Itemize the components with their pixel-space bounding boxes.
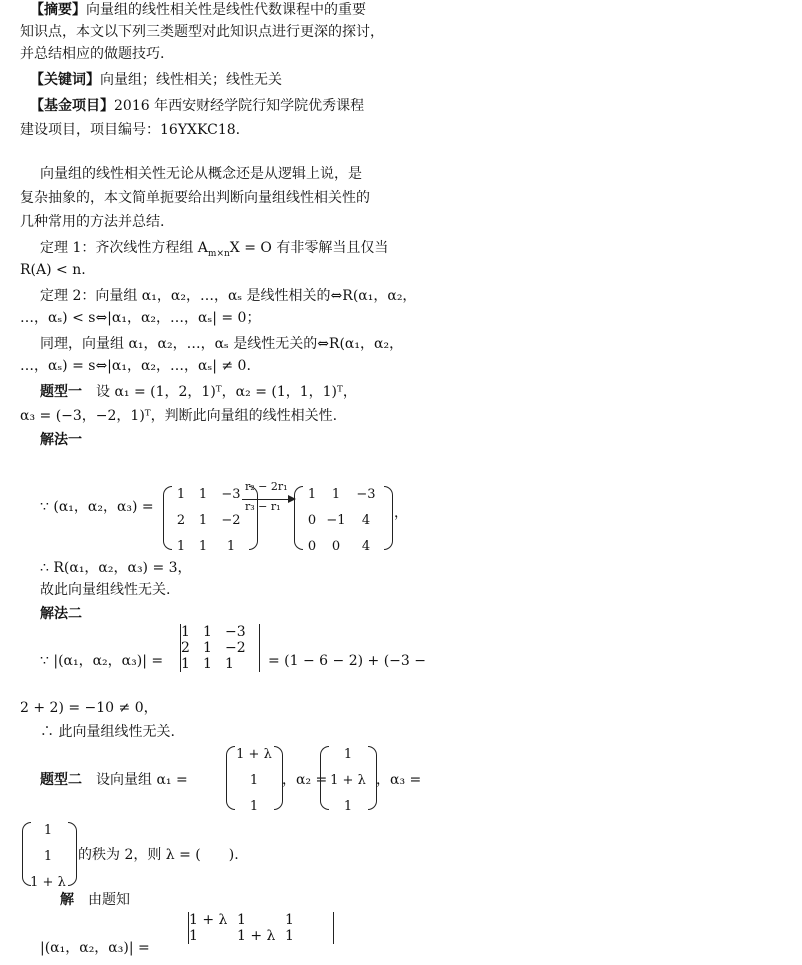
theorem-2-line-2: …，αₛ) < s⇔|α₁，α₂，…，αₛ| = 0； <box>20 310 261 326</box>
d2-cell: 1 <box>237 912 246 928</box>
similarly-line-1: 同理，向量组 α₁，α₂，…，αₛ 是线性无关的⇔R(α₁，α₂， <box>40 336 404 352</box>
m2-cell: 4 <box>361 539 371 554</box>
rank-question: 的秩为 2，则 λ = ( ). <box>78 847 239 863</box>
because-label: ∵ (α₁，α₂，α₃) = <box>40 499 154 515</box>
arrow-1-bottom-label: r₃ − r₁ <box>245 500 281 513</box>
m1-cell: 2 <box>176 513 186 528</box>
m2-cell: 1 <box>307 487 317 502</box>
alpha-3-label: ，α₃ = <box>376 772 422 788</box>
method-1-heading: 解法一 <box>40 432 82 448</box>
theorem-1-line-1: 定理 1：齐次线性方程组 $A_{m\times n}X = O$ 有非零解当且仅当 <box>40 240 389 259</box>
m1-cell: −3 <box>221 487 241 502</box>
d1-cell: −2 <box>225 640 246 656</box>
fund-line-1: 【基金项目】2016 年西安财经学院行知学院优秀课程 <box>30 98 365 114</box>
similarly-line-2: …，αₛ) = s⇔|α₁，α₂，…，αₛ| ≠ 0. <box>20 358 251 374</box>
d1-cell: 1 <box>203 640 212 656</box>
d2-cell: 1 + λ <box>237 928 276 944</box>
determinant-1 <box>180 624 260 672</box>
det-expansion-cont: 2 + 2) = −10 ≠ 0， <box>20 700 158 716</box>
v2-cell: 1 + λ <box>330 773 366 788</box>
vector-3 <box>26 818 70 896</box>
v2-cell: 1 <box>343 747 353 762</box>
abstract-line-1: 【摘要】向量组的线性相关性是线性代数课程中的重要 <box>30 2 366 18</box>
conclusion-1: 故此向量组线性无关. <box>40 582 171 598</box>
intro-line-2: 复杂抽象的，本文简单扼要给出判断向量组线性相关性的 <box>20 190 370 206</box>
v2-cell: 1 <box>343 799 353 814</box>
m1-cell: 1 <box>198 513 208 528</box>
det-2-label: |(α₁，α₂，α₃)| = <box>40 940 150 956</box>
v3-cell: 1 <box>43 849 53 864</box>
abstract-line-2: 知识点，本文以下列三类题型对此知识点进行更深的探讨， <box>20 24 384 40</box>
type-1-line-2: α₃ = (−3，−2，1)ᵀ，判断此向量组的线性相关性. <box>20 408 338 424</box>
m2-cell: 4 <box>361 513 371 528</box>
type-2-text: 题型二 设向量组 α₁ = <box>40 772 188 788</box>
method-2-heading: 解法二 <box>40 606 82 622</box>
m2-cell: −3 <box>356 487 376 502</box>
vector-2 <box>326 742 370 820</box>
m1-cell: 1 <box>198 487 208 502</box>
v3-cell: 1 <box>43 823 53 838</box>
det-label: ∵ |(α₁，α₂，α₃)| = <box>40 653 164 669</box>
v1-cell: 1 <box>249 773 259 788</box>
determinant-2 <box>188 912 334 944</box>
v1-cell: 1 + λ <box>236 747 272 762</box>
d1-cell: 1 <box>203 624 212 640</box>
matrix-2-right-paren <box>384 486 393 550</box>
fund-line-2: 建设项目，项目编号：16YXKC18. <box>20 122 241 138</box>
intro-line-1: 向量组的线性相关性无论从概念还是从逻辑上说，是 <box>40 166 362 182</box>
det-expansion: = (1 − 6 − 2) + (−3 − <box>268 653 426 669</box>
d1-cell: 2 <box>181 640 190 656</box>
m1-cell: −2 <box>221 513 241 528</box>
vector-1 <box>232 742 276 820</box>
d1-cell: −3 <box>225 624 246 640</box>
keywords: 【关键词】向量组；线性相关；线性无关 <box>30 72 282 88</box>
d1-cell: 1 <box>225 656 234 672</box>
m2-cell: 0 <box>331 539 341 554</box>
vector-3-right-paren <box>68 822 77 886</box>
d2-cell: 1 + λ <box>189 912 228 928</box>
intro-line-3: 几种常用的方法并总结. <box>20 214 165 230</box>
m1-cell: 1 <box>176 539 186 554</box>
m1-cell: 1 <box>198 539 208 554</box>
theorem-1-line-2: R(A) < n. <box>20 262 86 278</box>
arrow-1-top-label: r₂ − 2r₁ <box>245 480 288 493</box>
type-1-line-1: 题型一 设 α₁ = (1，2，1)ᵀ，α₂ = (1，1，1)ᵀ， <box>40 384 357 400</box>
d1-cell: 1 <box>203 656 212 672</box>
m2-cell: −1 <box>326 513 346 528</box>
conclusion-2: ∴ 此向量组线性无关. <box>40 724 175 740</box>
d2-cell: 1 <box>285 912 294 928</box>
theorem-2-line-1: 定理 2：向量组 α₁，α₂，…，αₛ 是线性相关的⇔R(α₁，α₂， <box>40 288 417 304</box>
m2-cell: 0 <box>307 539 317 554</box>
matrix-1-right-paren <box>249 486 258 550</box>
m2-cell: 0 <box>307 513 317 528</box>
rank-result: ∴ R(α₁，α₂，α₃) = 3， <box>40 560 192 576</box>
m1-cell: 1 <box>176 487 186 502</box>
v1-cell: 1 <box>249 799 259 814</box>
d1-cell: 1 <box>181 624 190 640</box>
matrix-comma: ， <box>394 505 408 521</box>
abstract-line-3: 并总结相应的做题技巧. <box>20 46 165 62</box>
alpha-2-label: ，α₂ = <box>282 772 328 788</box>
matrix-1 <box>170 482 248 560</box>
m1-cell: 1 <box>226 539 236 554</box>
solution-intro: 解 由题知 <box>60 892 130 908</box>
m2-cell: 1 <box>331 487 341 502</box>
d1-cell: 1 <box>181 656 190 672</box>
d2-cell: 1 <box>189 928 198 944</box>
matrix-2 <box>301 482 383 560</box>
d2-cell: 1 <box>285 928 294 944</box>
v3-cell: 1 + λ <box>30 875 66 890</box>
